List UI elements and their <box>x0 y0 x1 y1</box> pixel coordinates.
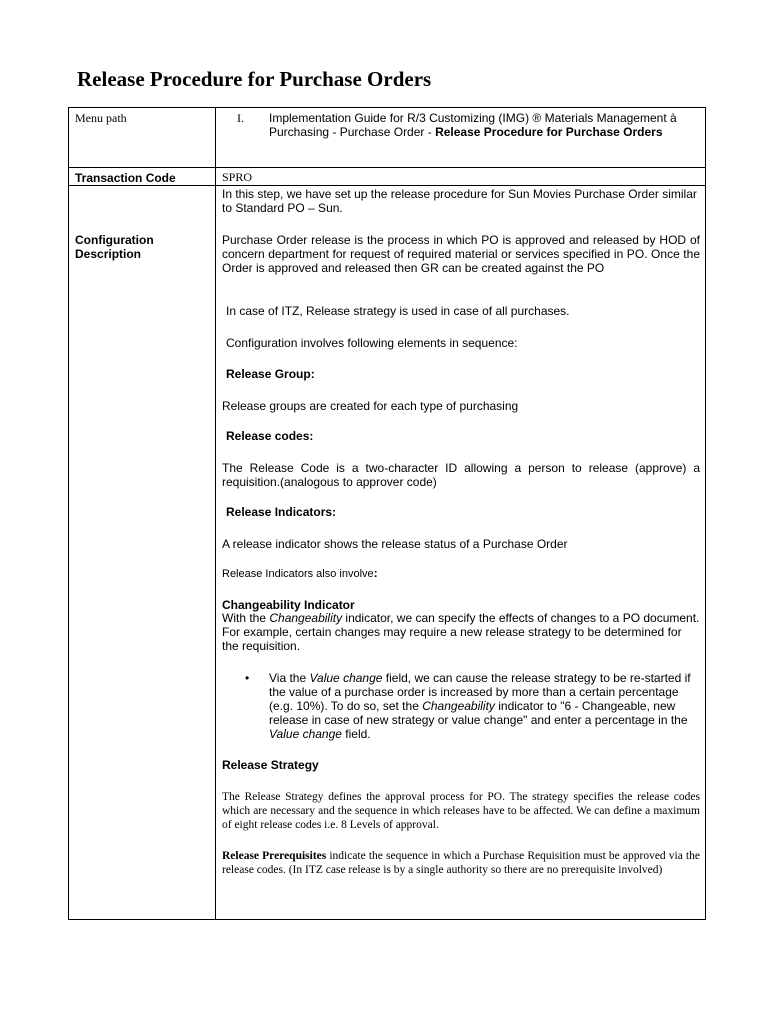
bullet-b-italic: Changeability <box>422 699 495 713</box>
release-strategy-heading: Release Strategy <box>222 758 319 772</box>
menu-path-bold: Release Procedure for Purchase Orders <box>435 125 663 139</box>
also-involve-label: Release Indicators also involve <box>222 568 374 580</box>
bullet-c: indicator to "6 - Changeable, new release in case of new strategy or value change" and enter a percentage in the <box>269 699 688 727</box>
bullet-value-change <box>269 671 701 741</box>
release-prerequisites-bold: Release Prerequisites <box>222 850 327 862</box>
row-divider-menu-path <box>69 167 705 168</box>
release-codes-heading: Release codes: <box>226 429 314 443</box>
config-intro: In this step, we have set up the release procedure for Sun Movies Purchase Order similar to Standard PO – Sun. <box>222 187 697 215</box>
bullet-b: field, we can cause the release strategy to be re-started if the value of a purchase order is increased by more than a certain percentage (e.g. 10%). To do so, set the <box>269 671 691 713</box>
bullet-c-italic: Value change <box>269 727 342 741</box>
release-prerequisites-rest: indicate the sequence in which a Purchase Requisition must be approved via the release codes. (In ITZ case release is by a single authority so there are no prerequisite involved) <box>222 850 700 876</box>
bullet-a: Via the <box>269 671 310 685</box>
bullet-icon: • <box>245 671 250 685</box>
changeability-p1-rest: indicator, we can specify the effects of changes to a PO document. For example, certain changes may require a new release strategy to be determined for the requisition. <box>222 611 700 653</box>
menu-path-label: Menu path <box>75 111 127 125</box>
changeability-p1-italic: Changeability <box>269 611 343 625</box>
release-indicators-heading: Release Indicators: <box>226 505 337 519</box>
configuration-description-label: Configuration Description <box>75 233 154 261</box>
also-involve-colon: : <box>373 566 378 580</box>
document-title: Release Procedure for Purchase Orders <box>77 67 432 91</box>
column-divider <box>215 108 216 919</box>
changeability-p1: With the <box>222 611 270 625</box>
release-prerequisites-text <box>222 849 700 877</box>
bullet-d: field. <box>341 727 371 741</box>
bullet-a-italic: Value change <box>309 671 383 685</box>
config-table <box>68 107 706 920</box>
release-codes-text: The Release Code is a two-character ID allowing a person to release (approve) a requisition.(analogous to approver code) <box>222 461 700 489</box>
row-divider-transaction-code <box>69 185 705 186</box>
release-strategy-text: The Release Strategy defines the approval process for PO. The strategy specifies the release codes which are necessary and the sequence in which releases have to be affected. We can define a maximum of eight release codes i.e. 8 Levels of approval. <box>222 791 700 831</box>
also-involve-text <box>222 566 378 581</box>
menu-path-numeral: I. <box>237 111 244 125</box>
changeability-heading: Changeability Indicator <box>222 598 355 612</box>
config-para-config: Configuration involves following elements in sequence: <box>226 336 518 350</box>
config-para-release: Purchase Order release is the process in which PO is approved and released by HOD of concern department for request of required material or services specified in PO. Once the Order is approved and released then GR can be created against the PO <box>222 233 700 275</box>
release-group-text: Release groups are created for each type of purchasing <box>222 399 519 413</box>
changeability-paragraph <box>222 611 700 653</box>
transaction-code-label: Transaction Code <box>75 171 176 185</box>
config-para-itz: In case of ITZ, Release strategy is used in case of all purchases. <box>226 304 570 318</box>
release-group-heading: Release Group: <box>226 367 315 381</box>
release-indicators-text: A release indicator shows the release status of a Purchase Order <box>222 537 568 551</box>
transaction-code-value: SPRO <box>222 170 253 184</box>
menu-path-text <box>269 111 701 139</box>
menu-path-prefix: Implementation Guide for R/3 Customizing (IMG) ® Materials Management à Purchasing - Purchase Order - <box>269 111 677 139</box>
